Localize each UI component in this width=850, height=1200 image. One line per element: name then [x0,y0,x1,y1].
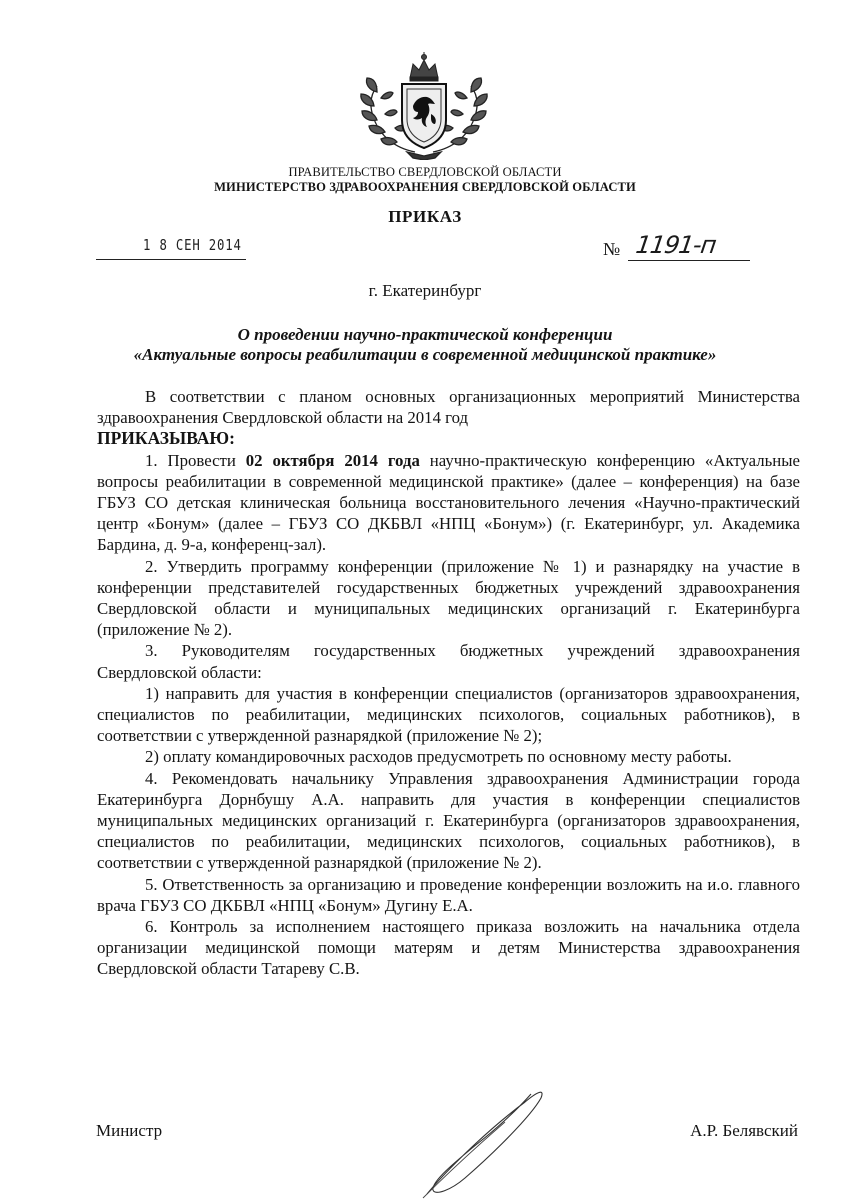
clause-3-1: 1) направить для участия в конференции специалистов (организаторов здравоохранения, специалистов по реабилитации, медицинских психологов, социальных работников), в соответствии с утвержденной разнарядкой (приложение № 2); [97,683,800,746]
signatory-name: А.Р. Белявский [690,1121,798,1140]
date-underline [96,259,246,260]
clause-6: 6. Контроль за исполнением настоящего приказа возложить на начальника отдела организации медицинской помощи матерям и детям Министерства здравоохранения Свердловской области Татареву С.В. [97,917,800,979]
order-number: 1191-п [634,231,718,259]
clause-1-prefix: 1. Провести [145,450,246,470]
government-name: ПРАВИТЕЛЬСТВО СВЕРДЛОВСКОЙ ОБЛАСТИ [288,165,562,179]
clause-1-text: научно-практическую конференцию «Актуальные вопросы реабилитации в современной медицинской практике» (далее – конференция) на базе ГБУЗ СО детская клиническая больница восстановительного лечения «Научно-практический центр «Бонум» (далее – ГБУЗ СО ДКБВЛ «НПЦ «Бонум») (г. Екатеринбург, ул. Академика Бардина, д. 9-а, конференц-зал). [97,450,800,555]
order-date: 1 8 СЕН 2014 [143,236,242,254]
clause-3: 3. Руководителям государственных бюджетных учреждений здравоохранения Свердловской области: [97,641,800,682]
clause-3-2: 2) оплату командировочных расходов предусмотреть по основному месту работы. [145,747,732,767]
order-body [97,386,800,980]
orders-word: ПРИКАЗЫВАЮ: [97,428,235,449]
clause-4: 4. Рекомендовать начальнику Управления здравоохранения Администрации города Екатеринбурга Дорнбушу А.А. направить для участия в конференции специалистов муниципальных медицинских организаций г. Екатеринбурга (организаторов здравоохранения, специалистов по реабилитации, медицинских психологов, социальных работников), в соответствии с утвержденной разнарядкой (приложение № 2). [97,768,800,873]
clause-5: 5. Ответственность за организацию и проведение конференции возложить на и.о. главного врача ГБУЗ СО ДКБВЛ «НПЦ «Бонум» Дугину Е.А. [97,874,800,915]
preamble: В соответствии с планом основных организационных мероприятий Министерства здравоохранения Свердловской области на 2014 год [97,387,800,428]
handwritten-signature-icon [405,1082,565,1200]
coat-of-arms-icon [355,52,493,160]
number-underline [628,260,750,261]
order-number-sign: № [603,239,621,259]
clause-2: 2. Утвердить программу конференции (приложение № 1) и разнарядку на участие в конференции представителей государственных бюджетных учреждений здравоохранения Свердловской области и муниципальных медицинских организаций г. Екатеринбурга (приложение № 2). [97,556,800,640]
clause-1 [97,450,800,556]
subject-line-1: О проведении научно-практической конференции [237,325,613,344]
signatory-position: Министр [96,1121,163,1140]
conference-date: 02 октября 2014 года [245,450,420,470]
order-city: г. Екатеринбург [368,281,482,300]
ministry-name: МИНИСТЕРСТВО ЗДРАВООХРАНЕНИЯ СВЕРДЛОВСКОЙ ОБЛАСТИ [214,180,636,194]
subject-line-2: «Актуальные вопросы реабилитации в современной медицинской практике» [133,345,717,364]
order-title: ПРИКАЗ [388,207,462,226]
